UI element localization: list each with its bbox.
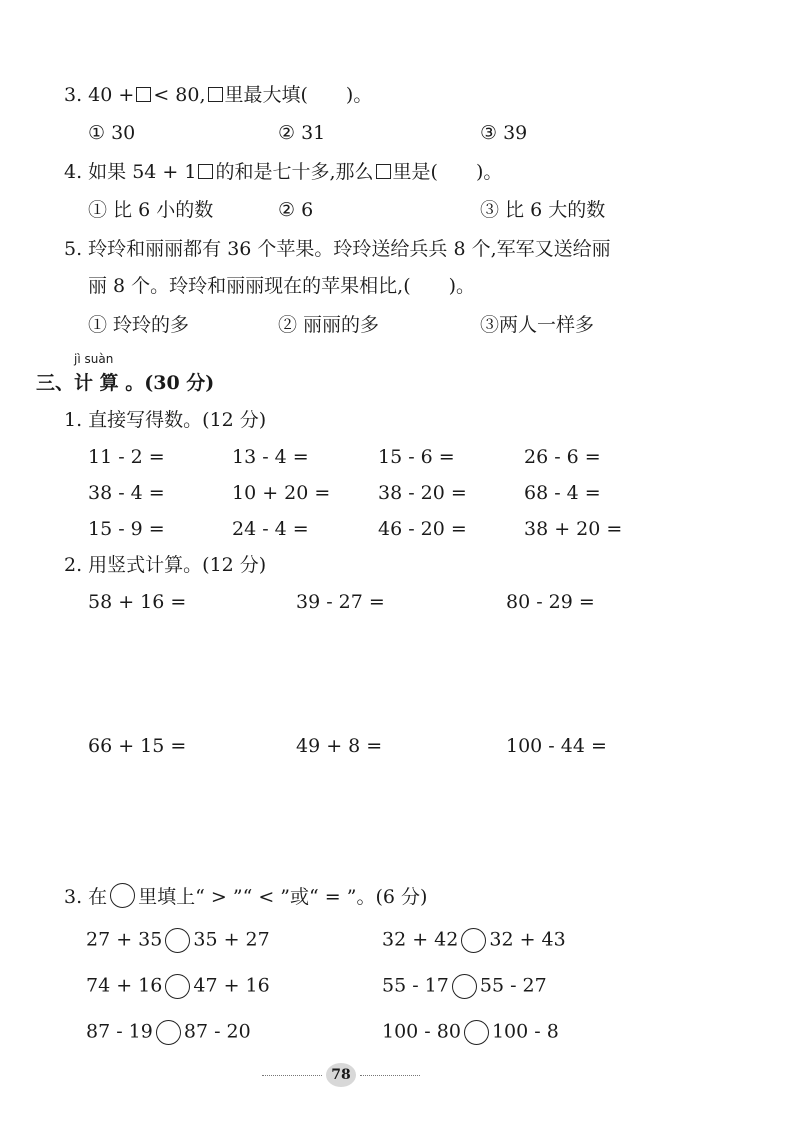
part3-title-pre: 3. 在	[64, 886, 108, 908]
compare-item	[86, 974, 270, 999]
q5-option-1[interactable]: ① 玲玲的多	[88, 314, 190, 336]
compare-right: 35 + 27	[193, 928, 270, 951]
section-title: 三、计 算 。(30 分)	[36, 372, 215, 394]
q5-line-2: 丽 8 个。玲玲和丽丽现在的苹果相比,(	[88, 275, 411, 297]
compare-item	[382, 928, 566, 953]
section-pinyin: jì suàn	[74, 352, 114, 366]
calc-item[interactable]: 15 - 9 =	[88, 518, 165, 540]
q3-close: )。	[345, 84, 373, 106]
answer-box	[208, 87, 223, 102]
footer-divider-right	[360, 1075, 420, 1076]
compare-right: 47 + 16	[193, 974, 270, 997]
q4-close: )。	[475, 161, 503, 183]
calc-item[interactable]: 26 - 6 =	[524, 446, 601, 468]
compare-item	[86, 1020, 251, 1045]
q4-option-2[interactable]: ② 6	[278, 199, 314, 221]
q4-text-post: 里是(	[392, 161, 438, 183]
calc-item[interactable]: 46 - 20 =	[378, 518, 467, 540]
calc-item[interactable]: 68 - 4 =	[524, 482, 601, 504]
calc-item[interactable]: 13 - 4 =	[232, 446, 309, 468]
calc-item[interactable]: 38 + 20 =	[524, 518, 623, 540]
answer-box	[198, 164, 213, 179]
compare-right: 100 - 8	[491, 1020, 559, 1043]
compare-left: 55 - 17	[382, 974, 449, 997]
compare-right: 55 - 27	[479, 974, 547, 997]
compare-left: 74 + 16	[86, 974, 163, 997]
answer-box	[136, 87, 151, 102]
q3-option-3[interactable]: ③ 39	[480, 122, 528, 144]
q5-option-2[interactable]: ② 丽丽的多	[278, 314, 380, 336]
q5-line-1: 5. 玲玲和丽丽都有 36 个苹果。玲玲送给兵兵 8 个,军军又送给丽	[64, 238, 611, 260]
compare-circle[interactable]	[464, 1020, 489, 1045]
compare-item	[382, 1020, 559, 1045]
compare-circle[interactable]	[461, 928, 486, 953]
part1-title: 1. 直接写得数。(12 分)	[64, 409, 267, 431]
answer-box	[376, 164, 391, 179]
compare-circle[interactable]	[452, 974, 477, 999]
vertical-calc-item[interactable]: 58 + 16 =	[88, 591, 187, 613]
vertical-calc-item[interactable]: 66 + 15 =	[88, 735, 187, 757]
calc-item[interactable]: 38 - 20 =	[378, 482, 467, 504]
question-5-line-2	[88, 277, 475, 296]
vertical-calc-item[interactable]: 100 - 44 =	[506, 735, 607, 757]
calc-item[interactable]: 24 - 4 =	[232, 518, 309, 540]
q3-option-2[interactable]: ② 31	[278, 122, 326, 144]
footer-divider-left	[262, 1075, 322, 1076]
part3-title-post: 里填上“ > ”“ < ”或“ = ”。(6 分)	[138, 886, 428, 908]
q4-option-1[interactable]: ① 比 6 小的数	[88, 199, 214, 221]
q3-text-post2: 里最大填(	[224, 84, 308, 106]
compare-left: 32 + 42	[382, 928, 459, 951]
compare-circle[interactable]	[165, 974, 190, 999]
compare-left: 27 + 35	[86, 928, 163, 951]
q3-text-pre: 3. 40 +	[64, 84, 135, 106]
q3-option-1[interactable]: ① 30	[88, 122, 136, 144]
calc-item[interactable]: 15 - 6 =	[378, 446, 455, 468]
vertical-calc-item[interactable]: 39 - 27 =	[296, 591, 385, 613]
calc-item[interactable]: 38 - 4 =	[88, 482, 165, 504]
q3-text-post: < 80,	[153, 84, 206, 106]
calc-item[interactable]: 11 - 2 =	[88, 446, 165, 468]
compare-circle[interactable]	[156, 1020, 181, 1045]
q4-option-3[interactable]: ③ 比 6 大的数	[480, 199, 606, 221]
q5-option-3[interactable]: ③两人一样多	[480, 314, 595, 336]
calc-item[interactable]: 10 + 20 =	[232, 482, 331, 504]
question-4	[64, 163, 502, 182]
compare-left: 100 - 80	[382, 1020, 461, 1043]
q4-text-mid: 的和是七十多,那么	[215, 161, 374, 183]
compare-circle[interactable]	[165, 928, 190, 953]
compare-right: 87 - 20	[183, 1020, 251, 1043]
q4-text-pre: 4. 如果 54 + 1	[64, 161, 197, 183]
part3-title	[64, 883, 427, 908]
page-number: 78	[326, 1063, 356, 1087]
compare-right: 32 + 43	[489, 928, 566, 951]
compare-item	[86, 928, 270, 953]
part2-title: 2. 用竖式计算。(12 分)	[64, 554, 267, 576]
q5-close: )。	[448, 275, 476, 297]
compare-left: 87 - 19	[86, 1020, 153, 1043]
question-3	[64, 86, 372, 105]
compare-circle-icon	[110, 883, 135, 908]
vertical-calc-item[interactable]: 80 - 29 =	[506, 591, 595, 613]
vertical-calc-item[interactable]: 49 + 8 =	[296, 735, 383, 757]
compare-item	[382, 974, 547, 999]
